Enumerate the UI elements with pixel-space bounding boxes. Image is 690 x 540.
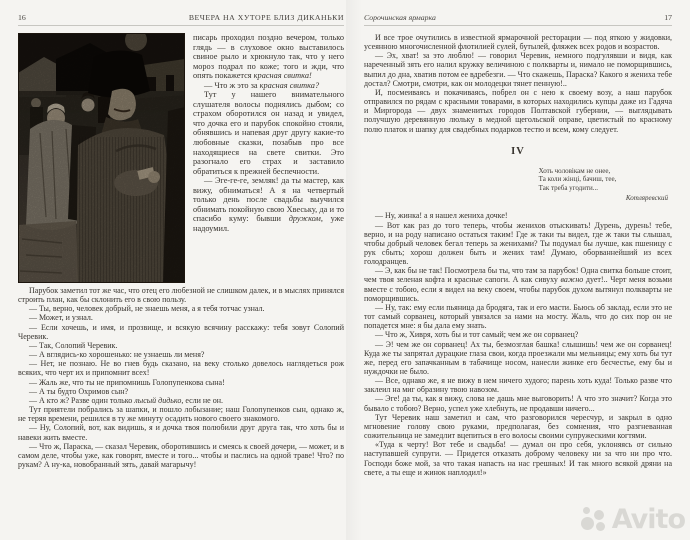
right-bottom-text	[364, 211, 672, 477]
left-page-number: 16	[18, 13, 26, 22]
paragraph: — Ну, Солопий, вот, как видишь, я и дочка твоя полюбили друг друга так, что хоть бы и навеки жить вместе.	[18, 423, 344, 442]
avito-watermark	[581, 506, 685, 533]
paragraph: — А вглядись-ко хорошенько: не узнаешь ли меня?	[29, 350, 205, 360]
left-running-title: ВЕЧЕРА НА ХУТОРЕ БЛИЗ ДИКАНЬКИ	[188, 13, 344, 22]
paragraph: — Что ж, Хивря, хоть бы и тот самый; чем же он сорванец?	[375, 330, 579, 340]
chapter-section-number: IV	[511, 145, 525, 157]
paragraph: Тут у нашего внимательного слушателя волосы поднялись дыбом; со страхом оборотился он назад и увидел, что дочка его и парубок спокойно стояли, обнявшись и напевая друг другу какие-то любовные сказки, позабыв про все находящиеся на свете свитки. Это разогнало его страх и заставило обратиться к прежней беспечности.	[193, 90, 344, 176]
paragraph: — Эге-ге-ге, земляк! да ты мастер, как вижу, обниматься! А я на четвертый только день после свадьбы выучился обнимать покойную свою Хвеську, да и то спасибо куму: бывши дружком, уже надоумил.	[193, 176, 344, 233]
paragraph: — А ты будто Охримов сын?	[29, 386, 129, 396]
epigraph-line: Хоть чоловікам не онее,	[538, 166, 611, 175]
paragraph: — Жаль же, что ты не припомнишь Голопупенкова сына!	[29, 377, 225, 387]
epigraph-author: Котляревский	[625, 193, 668, 202]
paragraph: — Может, и узнал.	[29, 313, 93, 323]
paragraph: — А кто ж? Разве один только лысый дидько, если не он.	[29, 395, 224, 405]
epigraph-lines	[539, 167, 668, 192]
right-top-text	[364, 33, 672, 134]
paragraph: Тут приятели побрались за шапки, и пошло лобызание; наш Голопупенков сын, однако ж, не теряя времени, решился в ту же минуту осадить нового своего знакомого.	[18, 405, 344, 424]
paragraph: — Э, как бы не так! Посмотрела бы ты, что там за парубок! Одна свитка больше стоит, чем твоя зеленая кофта и красные сапоги. А как сивуху важно дует!.. Черт меня возьми вместе с тобою, если я видел на веку своем, чтобы парубок духом вытянул полкварты не поморщившись.	[364, 266, 672, 303]
left-full-text	[18, 286, 344, 469]
paragraph: И все трое очутились в известной ярмарочной ресторации — под яткою у жидовки, усеянною многочисленной флотилией сулей, бутылей, фляжек всех родов и возрастов.	[364, 33, 672, 52]
epigraph-line: Та коли жінці, бачиш, тее,	[538, 175, 617, 184]
right-page-number: 17	[664, 13, 672, 22]
paragraph: — Ну, жинка! а я нашел жениха дочке!	[375, 211, 508, 221]
paragraph: — Вот как раз до того теперь, чтобы женихов отыскивать! Дурень, дурень! тебе, верно, и на роду написано остаться таким! Где ж таки ты видел, где ж таки ты слышал, чтобы добрый человек бегал теперь за женихами? Ты подумал бы лучше, как пшеницу с рук сбыть; хорош должен быть и жених там! Думаю, оборваннейший из всех голодранцев.	[364, 220, 672, 267]
paragraph: — Так, Солопий Черевик.	[29, 340, 118, 350]
epigraph	[539, 167, 668, 203]
paragraph: — Все, однако же, я не вижу в нем ничего худого; парень хоть куда! Только разве что заклеил на миг образину твою навозом.	[364, 376, 672, 395]
paragraph: Тут Черевик наш заметил и сам, что разговорился чересчур, и закрыл в одно мгновение голову свою руками, предполагая, без сомнения, что разгневанная сожительница не замедлит вцепиться в его волосы своими супружескими когтями.	[364, 412, 672, 441]
avito-logo-icon	[581, 507, 607, 532]
epigraph-line: Так треба угодити...	[538, 183, 599, 192]
paragraph: — Ты, верно, человек добрый, не знаешь меня, а я тебя тотчас узнал.	[29, 304, 265, 314]
paragraph: Парубок заметил тот же час, что отец его любезной не слишком далек, и в мыслях принялся строить план, как бы склонить его в свою пользу.	[18, 286, 344, 305]
left-page-header	[18, 13, 344, 26]
page-right	[352, 0, 690, 540]
paragraph: — Что ж это за красная свитка?	[204, 80, 320, 90]
paragraph: — Э! чем же он сорванец! Ах ты, безмозглая башка! слышишь! чем же он сорванец! Куда же ты запрятал дурацкие глаза свои, когда проезжали мы мельницы; ему хоть бы тут же, перед его запачканным в табачище носом, нанесли жинке его бесчестье, ему бы и нуждочки не было.	[364, 339, 672, 376]
watermark-text: Avito	[611, 504, 685, 535]
paragraph: писарь проходил поздно вечером, только глядь — в слуховое окно выставилось свиное рыло и хрюкнуло так, что у него мороз подрал по коже; того и жди, что опять покажется красная свитка!	[193, 33, 344, 81]
paragraph: — Эх, хват! за это люблю! — говорил Черевик, немного подгулявши и видя, как нареченный зять его налил кружку величиною с полкварты и, нимало не поморщившись, выпил до дна, хватив потом ее вдребезги. — Что скажешь, Параска? Какого я жениха тебе достал? Смотри, смотри, как он молодецки тянет пенную!..	[364, 51, 672, 88]
paragraph: — Эге! да ты, как я вижу, слова не дашь мне выговорить! А что это значит? Когда это бывало с тобою? Верно, успел уже хлебнуть, не продавши ничего...	[364, 394, 672, 413]
paragraph: «Туда к черту! Вот тебе и свадьба! — думал он про себя, уклоняясь от сильно наступавшей супруги. — Придется отказать доброму человеку ни за что ни про что. Господи боже мой, за что такая напасть на нас грешных! И так много всякой дряни на свете, а ты еще и жинок наплодил!»	[364, 440, 672, 477]
book-illustration	[18, 33, 185, 283]
right-page-header	[364, 13, 672, 26]
right-running-title: Сорочинская ярмарка	[364, 13, 436, 22]
paragraph: — Ну, так: ему если пьяница да бродяга, так и его масти. Бьюсь об заклад, если это не тот самый сорванец, который увязался за нами на мосту. Жаль, что до сих пор он не попадется мне: я бы дала ему знать.	[364, 302, 672, 331]
fair-scene-engraving	[18, 33, 185, 283]
left-column-text	[193, 33, 344, 283]
paragraph: — Если хочешь, и имя, и прозвище, и всякую всячину расскажу: тебя зовут Солопий Черевик.	[18, 322, 344, 341]
paragraph: — Нет, не познаю. Не во гнев будь сказано, на веку столько довелось наглядеться рож всяких, что черт их и припомнит всех!	[18, 359, 344, 378]
paragraph: — Что ж, Параска, — сказал Черевик, оборотившись и смеясь к своей дочери, — может, и в самом деле, чтобы уже, как говорят, вместе и того... чтобы и паслись на одной траве! Что? по рукам? А ну-ка, новобранный зять, давай магарычу!	[18, 441, 344, 469]
paragraph: И, посмеиваясь и покачиваясь, побрел он с нею к своему возу, а наш парубок отправился по рядам с красными товарами, в которых находились купцы даже из Гадяча и Миргорода — двух знаменитых городов Полтавской губернии, — выглядывать получшую деревянную люльку в медной щегольской оправе, цветистый по красному полю платок и шапку для свадебных подарков тестю и всем, кому следует.	[364, 87, 672, 134]
